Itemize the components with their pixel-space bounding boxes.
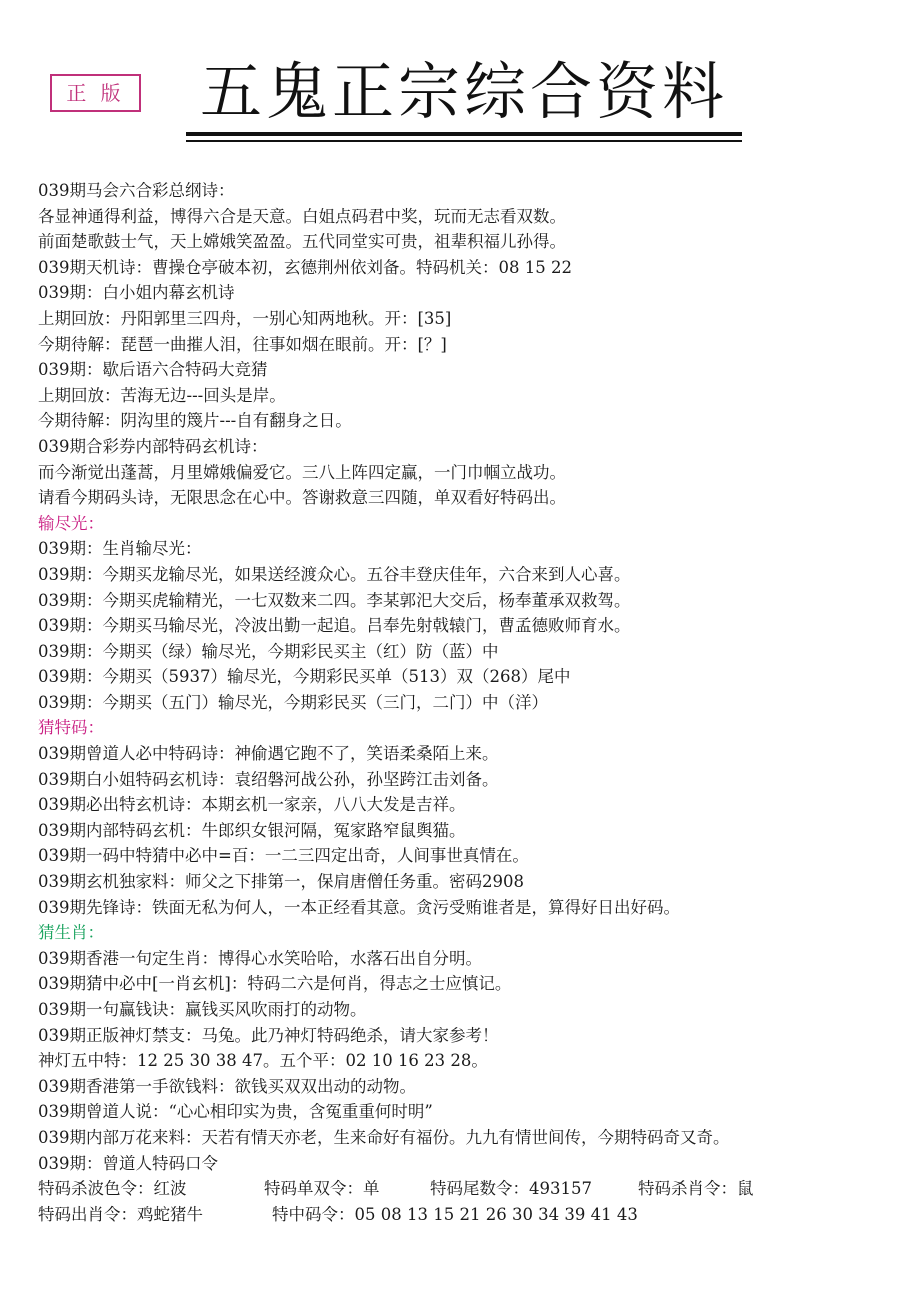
text-line: 039期一码中特猜中必中=百：一二三四定出奇，人间事世真情在。 [38,846,529,866]
section-heading: 输尽光： [38,513,104,533]
text-line: 039期曾道人说：“心心相印实为贵，含冤重重何时明” [38,1102,433,1122]
text-line: 039期白小姐特码玄机诗：袁绍磐河战公孙，孙坚跨江击刘备。 [38,769,499,789]
intro-block [38,178,888,511]
text-line: 039期：今期买（五门）输尽光，今期彩民买（三门，二门）中（洋） [38,692,548,712]
text-line: 039期：今期买龙输尽光，如果送经渡众心。五谷丰登庆佳年，六合来到人心喜。 [38,564,631,584]
text-line: 今期待解：琵琶一曲摧人泪，往事如烟在眼前。开：[？] [38,334,447,354]
code-tail-number: 特码尾数令：493157 [430,1179,592,1199]
title-underline-thick [186,132,742,136]
text-line: 039期正版神灯禁支：马兔。此乃神灯特码绝杀，请大家参考！ [38,1025,499,1045]
text-line: 前面楚歌鼓士气，天上嫦娥笑盈盈。五代同堂实可贵，祖辈积福儿孙得。 [38,232,566,252]
page-title: 五鬼正宗综合资料 [199,55,728,128]
text-line: 039期先锋诗：铁面无私为何人，一本正经看其意。贪污受贿谁者是，算得好日出好码。 [38,897,680,917]
text-line: 039期玄机独家料：师父之下排第一，保肩唐僧任务重。密码2908 [38,872,524,892]
text-line: 039期内部万花来料：天若有情天亦老，生来命好有福份。九九有情世间传，今期特码奇又奇。 [38,1127,730,1147]
code-kill-zodiac: 特码杀肖令：鼠 [638,1179,754,1199]
text-line: 039期香港第一手欲钱料：欲钱买双双出动的动物。 [38,1076,416,1096]
text-line: 039期：曾道人特码口令 [38,1153,218,1173]
text-line: 039期天机诗：曹操仓亭破本初，玄德荆州依刘备。特码机关：08 15 22 [38,257,572,277]
title-underline-thin [186,140,742,142]
text-line: 039期香港一句定生肖：博得心水笑哈哈，水落石出自分明。 [38,948,482,968]
text-line: 039期：生肖输尽光： [38,539,202,559]
text-line: 039期内部特码玄机：牛郎织女银河隔，冤家路窄鼠舆猫。 [38,820,466,840]
code-odd-even: 特码单双令：单 [264,1179,380,1199]
content-body [38,178,888,1227]
genuine-stamp: 正 版 [50,74,141,112]
text-line: 039期：今期买马输尽光，冷波出勤一起追。吕奉先射戟辕门，曹孟德败师育水。 [38,616,631,636]
text-line: 上期回放：丹阳郭里三四舟，一别心知两地秋。开：[35] [38,308,452,328]
text-line: 039期曾道人必中特码诗：神偷遇它跑不了，笑语柔桑陌上来。 [38,744,499,764]
text-line: 神灯五中特：12 25 30 38 47。五个平：02 10 16 23 28。 [38,1051,488,1071]
code-hit-numbers: 特中码令：05 08 13 15 21 26 30 34 39 41 43 [272,1204,638,1224]
text-line: 039期：今期买虎输精光，一七双数来二四。李某郭汜大交后，杨奉董承双救驾。 [38,590,631,610]
code-row [38,1176,888,1202]
text-line: 039期一句赢钱诀：赢钱买风吹雨打的动物。 [38,1000,367,1019]
section-guess-code [38,715,888,920]
text-line: 039期必出特玄机诗：本期玄机一家亲，八八大发是吉祥。 [38,795,466,815]
text-line: 039期猜中必中[一肖玄机]：特码二六是何肖，得志之士应慎记。 [38,974,512,994]
text-line: 各显神通得利益，博得六合是天意。白姐点码君中奖，玩而无志看双数。 [38,206,566,226]
text-line: 请看今期码头诗，无限思念在心中。答谢救意三四随，单双看好特码出。 [38,488,566,508]
text-line: 039期：今期买（绿）输尽光，今期彩民买主（红）防（蓝）中 [38,641,499,661]
code-zodiac-out: 特码出肖令：鸡蛇猪牛 [38,1204,203,1224]
text-line: 039期：歇后语六合特码大竞猜 [38,360,268,380]
section-heading: 猜特码： [38,718,104,738]
text-line: 上期回放：苦海无边---回头是岸。 [38,385,286,405]
text-line: 039期合彩券内部特码玄机诗： [38,436,268,456]
text-line: 039期马会六合彩总纲诗： [38,181,235,200]
text-line: 039期：白小姐内幕玄机诗 [38,283,235,303]
section-lose-all [38,511,888,716]
code-kill-wave: 特码杀波色令：红波 [38,1179,187,1199]
section-heading: 猜生肖： [38,923,104,943]
text-line: 今期待解：阴沟里的篾片---自有翻身之日。 [38,411,352,431]
section-guess-zodiac [38,920,888,1176]
text-line: 039期：今期买（5937）输尽光，今期彩民买单（513）双（268）尾中 [38,667,571,687]
text-line: 而今渐觉出蓬蒿，月里嫦娥偏爱它。三八上阵四定赢，一门巾帼立战功。 [38,462,566,482]
code-row [38,1202,888,1228]
